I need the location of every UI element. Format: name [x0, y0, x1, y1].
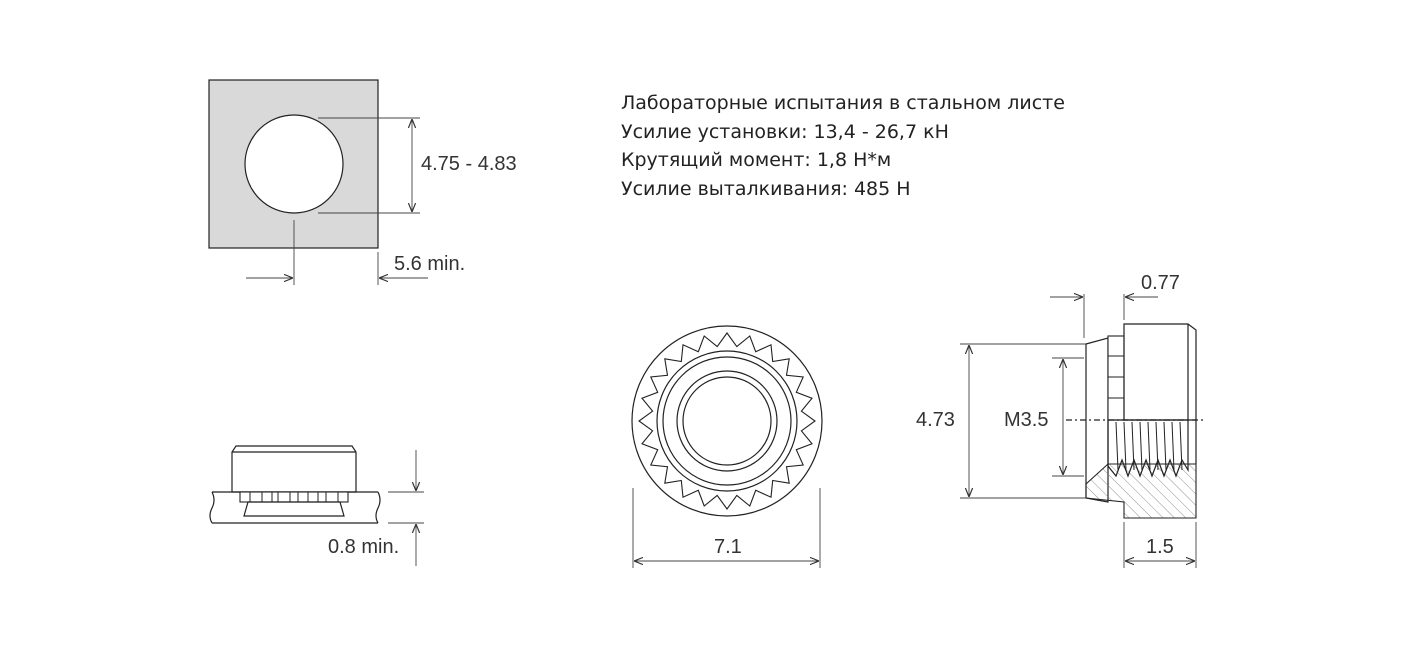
installation-force: Усилие установки: 13,4 - 26,7 кН: [621, 120, 949, 143]
thread-label: M3.5: [1004, 409, 1049, 431]
test-title: Лабораторные испытания в стальном листе: [621, 92, 1065, 114]
knurl-column: [1108, 336, 1124, 420]
edge-distance-label: 5.6 min.: [394, 253, 466, 275]
panel-hole-view: [209, 80, 517, 285]
nut-body: [232, 446, 356, 492]
panel-hole: [245, 115, 343, 213]
flange-label: 0.77: [1141, 272, 1180, 294]
head-height-label: 4.73: [916, 409, 955, 431]
knurl-band: [240, 492, 348, 502]
nut-section-view: [916, 272, 1206, 568]
torque: Крутящий момент: 1,8 Н*м: [621, 149, 892, 171]
sheet-thickness-label: 0.8 min.: [328, 536, 400, 558]
serration-ring: [639, 333, 815, 509]
shank-length-label: 1.5: [1146, 536, 1174, 558]
body-upper: [1124, 324, 1196, 420]
nut-top-view: [632, 326, 822, 568]
nut-shank: [244, 502, 344, 516]
test-results-text: [621, 89, 1065, 203]
installed-side-view: [210, 446, 424, 566]
hole-diameter-label: 4.75 - 4.83: [421, 153, 517, 175]
outer-diameter-label: 7.1: [714, 536, 742, 558]
pushout-force: Усилие выталкивания: 485 Н: [621, 177, 911, 200]
